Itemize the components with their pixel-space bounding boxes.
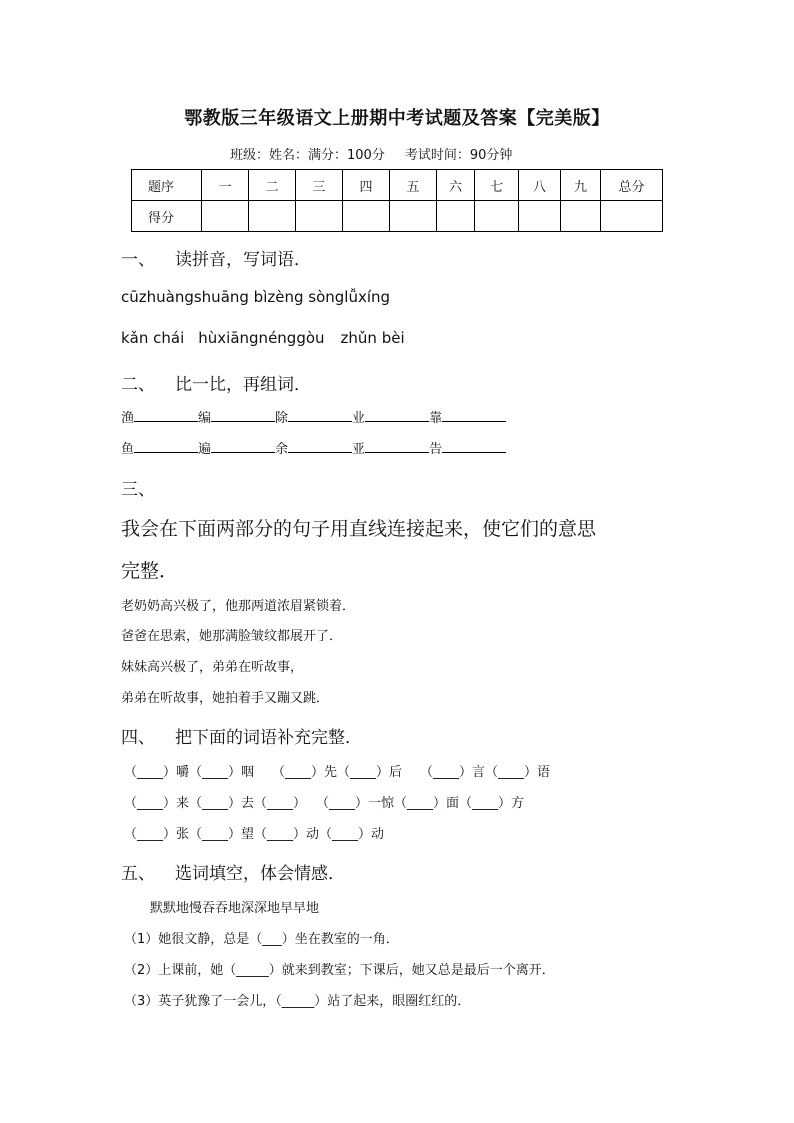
- char: 遍: [198, 442, 212, 457]
- table-header-cell: 七: [475, 170, 519, 201]
- table-header-cell: 五: [390, 170, 437, 201]
- table-header-cell: 八: [519, 170, 561, 201]
- class-name-score-label: 班级：姓名：满分：100分: [230, 148, 385, 163]
- section-number: 二、: [121, 375, 155, 395]
- fill-row-1: [124, 761, 550, 780]
- score-cell[interactable]: [601, 201, 663, 232]
- table-header-cell: 四: [343, 170, 390, 201]
- pinyin-word: hùxiāngnénggòu: [198, 329, 325, 347]
- pinyin-line-2: [121, 329, 405, 347]
- score-cell[interactable]: [343, 201, 390, 232]
- char: 业: [352, 411, 366, 426]
- fill-phrase[interactable]: （____）言（____）语: [420, 765, 551, 780]
- exam-info: [230, 144, 512, 163]
- score-cell[interactable]: [519, 201, 561, 232]
- section-number: 五、: [121, 864, 155, 884]
- answer-blank[interactable]: [134, 439, 198, 453]
- section3-instruction-line-1: 我会在下面两部分的句子用直线连接起来，使它们的意思: [121, 518, 597, 540]
- fill-phrase[interactable]: （____）先（____）后: [272, 765, 403, 780]
- score-cell[interactable]: [561, 201, 601, 232]
- answer-blank[interactable]: [365, 439, 429, 453]
- fill-row-2: [124, 792, 524, 811]
- section5-heading: [121, 859, 345, 884]
- table-header-cell: 总分: [601, 170, 663, 201]
- char: 告: [429, 442, 443, 457]
- char: 编: [198, 411, 212, 426]
- score-cell[interactable]: [249, 201, 296, 232]
- table-header-cell: 题序: [132, 170, 202, 201]
- table-header-cell: 三: [296, 170, 343, 201]
- section3-instruction-line-2: 完整．: [121, 560, 179, 582]
- pinyin-word: kǎn chái: [121, 329, 185, 347]
- question-item[interactable]: （1）她很文静，总是（___）坐在教室的一角．: [124, 932, 399, 947]
- section3-number: 三、: [121, 480, 155, 500]
- compare-row-2: [121, 438, 506, 457]
- sentence-item: 爸爸在思索，她那满脸皱纹都展开了．: [121, 629, 343, 644]
- score-cell[interactable]: [475, 201, 519, 232]
- answer-blank[interactable]: [134, 408, 198, 422]
- table-row-label: 得分: [132, 201, 202, 232]
- answer-blank[interactable]: [442, 439, 506, 453]
- section-title: 把下面的词语补充完整．: [175, 728, 362, 748]
- fill-phrase[interactable]: （____）张（____）望（____）动（____）动: [124, 827, 385, 842]
- answer-blank[interactable]: [288, 408, 352, 422]
- char: 渔: [121, 411, 135, 426]
- score-table: [131, 169, 663, 232]
- answer-blank[interactable]: [211, 408, 275, 422]
- score-table-score-row: [132, 201, 663, 232]
- score-cell[interactable]: [202, 201, 249, 232]
- section-title: 读拼音，写词语．: [175, 250, 311, 270]
- table-header-cell: 九: [561, 170, 601, 201]
- table-header-cell: 六: [437, 170, 475, 201]
- table-header-cell: 二: [249, 170, 296, 201]
- answer-blank[interactable]: [442, 408, 506, 422]
- section-number: 一、: [121, 250, 155, 270]
- score-table-header-row: [132, 170, 663, 201]
- compare-row-1: [121, 407, 506, 426]
- fill-phrase[interactable]: （____）一惊（____）面（____）方: [316, 796, 525, 811]
- char: 余: [275, 442, 289, 457]
- fill-phrase[interactable]: （____）嚼（____）咽: [124, 765, 255, 780]
- fill-row-3: [124, 823, 384, 842]
- section-title: 选词填空，体会情感．: [175, 864, 345, 884]
- sentence-item: 弟弟在听故事，她拍着手又蹦又跳．: [121, 691, 330, 706]
- score-cell[interactable]: [437, 201, 475, 232]
- question-item[interactable]: （2）上课前，她（_____）就来到教室；下课后，她又总是最后一个离开．: [124, 963, 555, 978]
- answer-blank[interactable]: [365, 408, 429, 422]
- char: 除: [275, 411, 289, 426]
- table-header-cell: 一: [202, 170, 249, 201]
- sentence-item: 老奶奶高兴极了，他那两道浓眉紧锁着．: [121, 599, 356, 614]
- score-cell[interactable]: [390, 201, 437, 232]
- char: 亚: [352, 442, 366, 457]
- word-bank: 默默地慢吞吞地深深地早早地: [150, 901, 320, 916]
- sentence-item: 妹妹高兴极了，弟弟在听故事，: [121, 660, 304, 675]
- answer-blank[interactable]: [211, 439, 275, 453]
- score-cell[interactable]: [296, 201, 343, 232]
- exam-time-label: 考试时间：90分钟: [404, 148, 513, 163]
- char: 鱼: [121, 442, 135, 457]
- section-number: 四、: [121, 728, 155, 748]
- char: 靠: [429, 411, 443, 426]
- section2-heading: [121, 370, 311, 395]
- fill-phrase[interactable]: （____）来（____）去（____）: [124, 796, 307, 811]
- section-title: 比一比，再组词．: [175, 375, 311, 395]
- page-title: 鄂教版三年级语文上册期中考试题及答案【完美版】: [184, 108, 610, 129]
- pinyin-line-1: cūzhuàngshuāng bìzèng sònglǚxíng: [121, 288, 391, 306]
- pinyin-word: zhǔn bèi: [340, 329, 405, 347]
- answer-blank[interactable]: [288, 439, 352, 453]
- section4-heading: [121, 723, 362, 748]
- section1-heading: [121, 245, 311, 270]
- question-item[interactable]: （3）英子犹豫了一会儿，（_____）站了起来，眼圈红红的．: [124, 994, 471, 1009]
